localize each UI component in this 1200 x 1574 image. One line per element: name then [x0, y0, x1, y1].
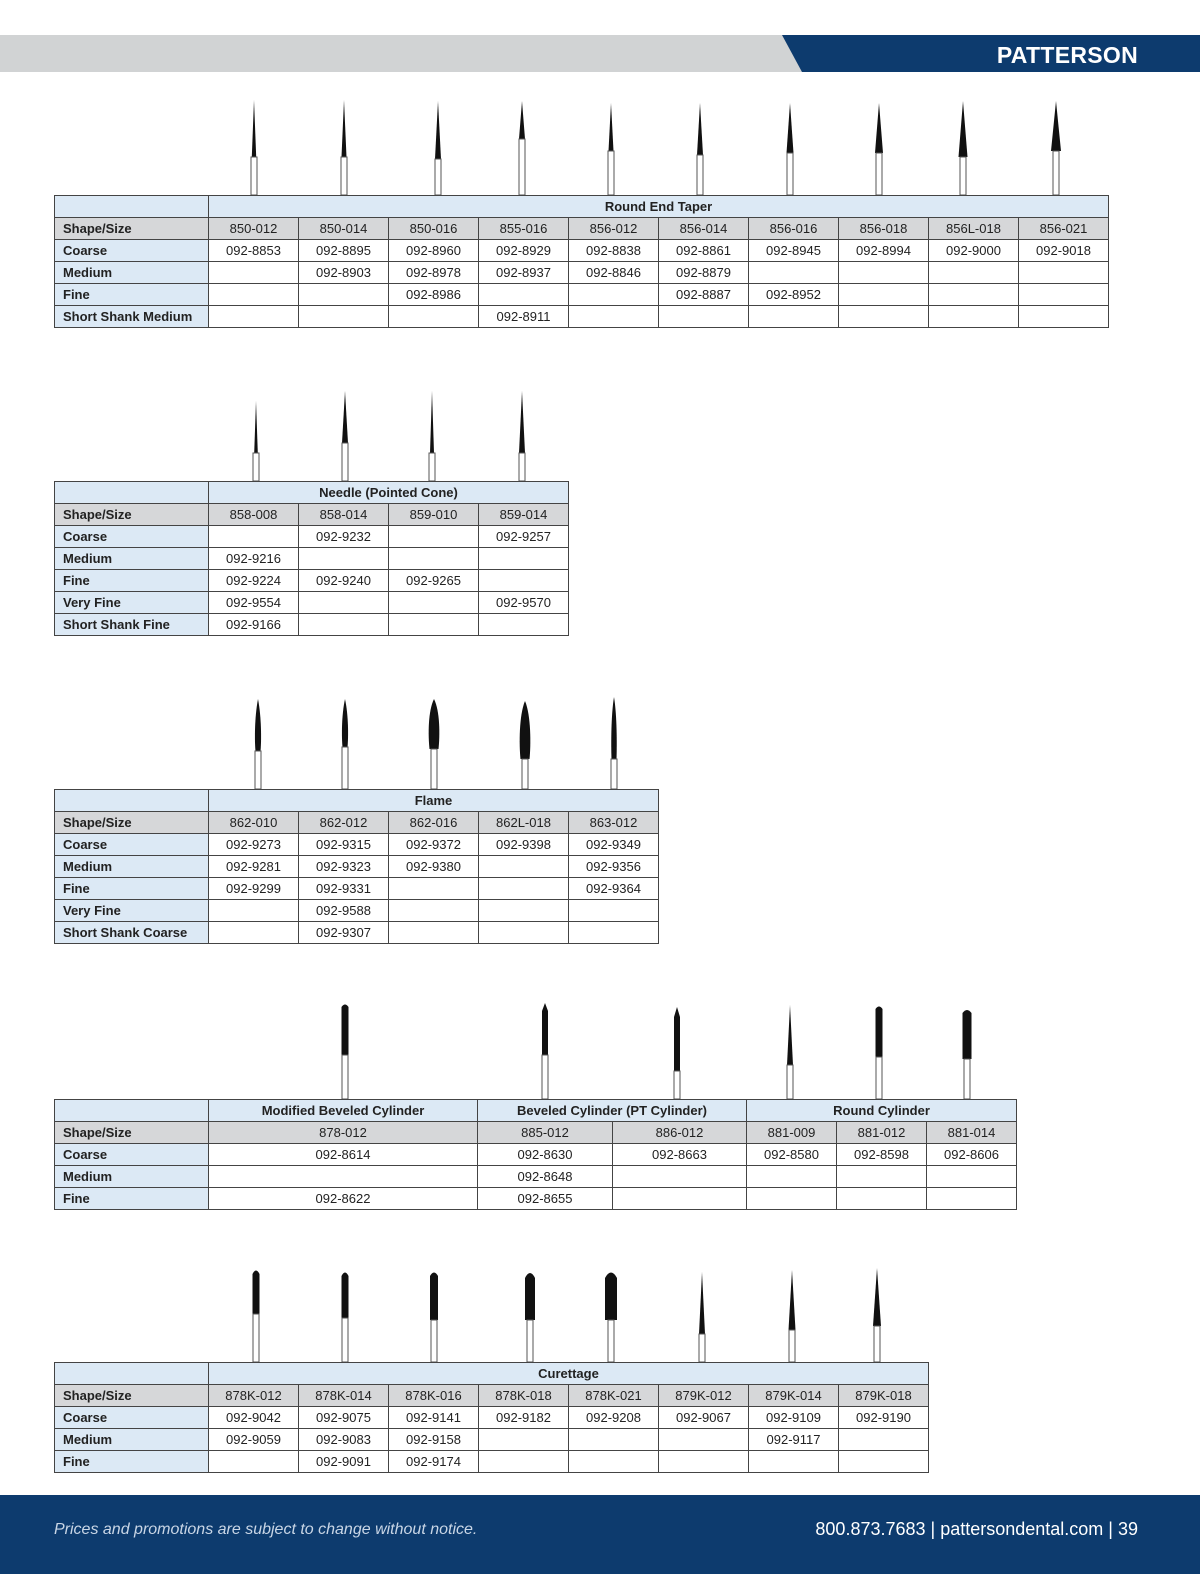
bur-illustrations [54, 999, 1017, 1099]
part-number-cell [209, 526, 299, 548]
part-number-cell: 092-9240 [299, 570, 389, 592]
part-number-cell: 092-8945 [749, 240, 839, 262]
part-number-cell [479, 570, 569, 592]
part-number-cell [389, 900, 479, 922]
part-number-cell: 092-9299 [209, 878, 299, 900]
part-number-cell: 092-9307 [299, 922, 389, 944]
part-number-cell: 092-9174 [389, 1451, 479, 1473]
part-number-cell [659, 306, 749, 328]
section-cylinders [54, 999, 1017, 1210]
size-cell: 856L-018 [929, 218, 1019, 240]
part-number-cell [209, 284, 299, 306]
size-cell: 856-014 [659, 218, 749, 240]
part-number-cell: 092-9059 [209, 1429, 299, 1451]
part-number-cell: 092-8879 [659, 262, 749, 284]
bur-icon [513, 381, 531, 481]
bur-icon [693, 1262, 711, 1362]
grit-label: Medium [55, 1166, 209, 1188]
part-number-cell [389, 614, 479, 636]
bur-icon [602, 95, 620, 195]
part-number-cell [479, 284, 569, 306]
part-number-cell: 092-9091 [299, 1451, 389, 1473]
catalog-table [54, 481, 569, 636]
part-number-cell [749, 306, 839, 328]
grit-label: Short Shank Fine [55, 614, 209, 636]
part-number-cell [1019, 262, 1109, 284]
part-number-cell [209, 900, 299, 922]
size-cell: 881-012 [837, 1122, 927, 1144]
bur-icon [336, 1262, 354, 1362]
part-number-cell: 092-9158 [389, 1429, 479, 1451]
part-number-cell [839, 1451, 929, 1473]
part-number-cell [389, 548, 479, 570]
part-number-cell [479, 614, 569, 636]
part-number-cell [927, 1166, 1017, 1188]
size-cell: 862L-018 [479, 812, 569, 834]
part-number-cell [839, 306, 929, 328]
category-header: Needle (Pointed Cone) [209, 482, 569, 504]
table-row [55, 878, 659, 900]
section-needle [54, 381, 569, 636]
part-number-cell: 092-9208 [569, 1407, 659, 1429]
part-number-cell: 092-8929 [479, 240, 569, 262]
part-number-cell [839, 284, 929, 306]
part-number-cell: 092-8978 [389, 262, 479, 284]
part-number-cell: 092-9224 [209, 570, 299, 592]
part-number-cell [389, 526, 479, 548]
corner-cell [55, 196, 209, 218]
part-number-cell: 092-9018 [1019, 240, 1109, 262]
bur-icon [247, 381, 265, 481]
size-cell: 886-012 [613, 1122, 747, 1144]
bur-icon [425, 1262, 443, 1362]
grit-label: Very Fine [55, 592, 209, 614]
part-number-cell: 092-8846 [569, 262, 659, 284]
part-number-cell: 092-9265 [389, 570, 479, 592]
size-cell: 879K-012 [659, 1385, 749, 1407]
section-curettage [54, 1262, 929, 1473]
grit-label: Fine [55, 1188, 209, 1210]
grit-label: Medium [55, 856, 209, 878]
bur-icon [870, 95, 888, 195]
part-number-cell: 092-8614 [209, 1144, 478, 1166]
part-number-cell [929, 284, 1019, 306]
table-row [55, 526, 569, 548]
bur-icon [336, 999, 354, 1099]
size-cell: 855-016 [479, 218, 569, 240]
part-number-cell [299, 614, 389, 636]
table-row [55, 1429, 929, 1451]
part-number-cell: 092-8952 [749, 284, 839, 306]
part-number-cell: 092-8937 [479, 262, 569, 284]
part-number-cell [749, 1451, 839, 1473]
part-number-cell [209, 922, 299, 944]
part-number-cell [569, 284, 659, 306]
category-header: Beveled Cylinder (PT Cylinder) [478, 1100, 747, 1122]
bur-icon [513, 95, 531, 195]
part-number-cell: 092-8663 [613, 1144, 747, 1166]
size-cell: 862-016 [389, 812, 479, 834]
bur-icon [521, 1262, 539, 1362]
size-cell: 862-012 [299, 812, 389, 834]
part-number-cell: 092-9182 [479, 1407, 569, 1429]
part-number-cell [479, 856, 569, 878]
table-row [55, 262, 1109, 284]
size-cell: 878K-016 [389, 1385, 479, 1407]
part-number-cell: 092-9331 [299, 878, 389, 900]
grit-label: Short Shank Medium [55, 306, 209, 328]
bur-icon [245, 95, 263, 195]
part-number-cell [659, 1429, 749, 1451]
part-number-cell [569, 1429, 659, 1451]
bur-icon [516, 689, 534, 789]
part-number-cell [1019, 306, 1109, 328]
part-number-cell: 092-9273 [209, 834, 299, 856]
part-number-cell [299, 548, 389, 570]
part-number-cell [837, 1188, 927, 1210]
part-number-cell: 092-8994 [839, 240, 929, 262]
brand-logo-text: PATTERSON [996, 42, 1138, 68]
bur-icon [425, 689, 443, 789]
grit-label: Coarse [55, 1144, 209, 1166]
section-flame [54, 689, 659, 944]
part-number-cell [299, 306, 389, 328]
part-number-cell: 092-8622 [209, 1188, 478, 1210]
category-header: Round Cylinder [747, 1100, 1017, 1122]
part-number-cell [389, 878, 479, 900]
part-number-cell: 092-8655 [478, 1188, 613, 1210]
part-number-cell: 092-9232 [299, 526, 389, 548]
shape-size-label: Shape/Size [55, 1122, 209, 1144]
part-number-cell [613, 1166, 747, 1188]
part-number-cell: 092-9349 [569, 834, 659, 856]
part-number-cell: 092-9216 [209, 548, 299, 570]
catalog-table [54, 1099, 1017, 1210]
part-number-cell: 092-9190 [839, 1407, 929, 1429]
bur-icon [602, 1262, 620, 1362]
grit-label: Coarse [55, 834, 209, 856]
bur-icon [247, 1262, 265, 1362]
part-number-cell [927, 1188, 1017, 1210]
bur-icon [783, 1262, 801, 1362]
part-number-cell: 092-9570 [479, 592, 569, 614]
part-number-cell [929, 262, 1019, 284]
part-number-cell: 092-9117 [749, 1429, 839, 1451]
shape-size-label: Shape/Size [55, 812, 209, 834]
part-number-cell [613, 1188, 747, 1210]
shape-size-label: Shape/Size [55, 504, 209, 526]
table-row [55, 306, 1109, 328]
part-number-cell: 092-9372 [389, 834, 479, 856]
part-number-cell [837, 1166, 927, 1188]
part-number-cell [569, 1451, 659, 1473]
bur-illustrations [54, 689, 659, 789]
grit-label: Coarse [55, 240, 209, 262]
part-number-cell [1019, 284, 1109, 306]
part-number-cell [569, 900, 659, 922]
table-row [55, 1451, 929, 1473]
bur-icon [868, 1262, 886, 1362]
table-row [55, 240, 1109, 262]
part-number-cell: 092-8606 [927, 1144, 1017, 1166]
part-number-cell [389, 592, 479, 614]
size-cell: 856-016 [749, 218, 839, 240]
corner-cell [55, 1100, 209, 1122]
shape-size-label: Shape/Size [55, 1385, 209, 1407]
grit-label: Coarse [55, 526, 209, 548]
part-number-cell [479, 900, 569, 922]
part-number-cell: 092-9315 [299, 834, 389, 856]
size-cell: 863-012 [569, 812, 659, 834]
part-number-cell [839, 1429, 929, 1451]
part-number-cell: 092-8895 [299, 240, 389, 262]
bur-icon [249, 689, 267, 789]
grit-label: Medium [55, 1429, 209, 1451]
size-cell: 859-014 [479, 504, 569, 526]
part-number-cell [479, 922, 569, 944]
grit-label: Very Fine [55, 900, 209, 922]
part-number-cell [209, 306, 299, 328]
grit-label: Medium [55, 262, 209, 284]
corner-cell [55, 482, 209, 504]
part-number-cell: 092-8887 [659, 284, 749, 306]
bur-icon [954, 95, 972, 195]
part-number-cell [749, 262, 839, 284]
table-row [55, 900, 659, 922]
part-number-cell [659, 1451, 749, 1473]
part-number-cell: 092-9141 [389, 1407, 479, 1429]
part-number-cell [479, 1429, 569, 1451]
bur-icon [336, 381, 354, 481]
part-number-cell: 092-8986 [389, 284, 479, 306]
part-number-cell: 092-9588 [299, 900, 389, 922]
size-cell: 878K-021 [569, 1385, 659, 1407]
size-cell: 856-021 [1019, 218, 1109, 240]
part-number-cell: 092-9083 [299, 1429, 389, 1451]
part-number-cell: 092-9166 [209, 614, 299, 636]
size-cell: 878-012 [209, 1122, 478, 1144]
table-row [55, 548, 569, 570]
bur-icon [781, 95, 799, 195]
table-row [55, 592, 569, 614]
size-cell: 856-012 [569, 218, 659, 240]
table-row [55, 1407, 929, 1429]
size-cell: 881-009 [747, 1122, 837, 1144]
size-cell: 862-010 [209, 812, 299, 834]
grit-label: Short Shank Coarse [55, 922, 209, 944]
size-cell: 878K-018 [479, 1385, 569, 1407]
part-number-cell: 092-8861 [659, 240, 749, 262]
part-number-cell: 092-9380 [389, 856, 479, 878]
part-number-cell: 092-8648 [478, 1166, 613, 1188]
size-cell: 856-018 [839, 218, 929, 240]
corner-cell [55, 1363, 209, 1385]
grit-label: Fine [55, 570, 209, 592]
bur-illustrations [54, 1262, 929, 1362]
part-number-cell: 092-8630 [478, 1144, 613, 1166]
part-number-cell: 092-9398 [479, 834, 569, 856]
table-row [55, 922, 659, 944]
table-row [55, 614, 569, 636]
part-number-cell: 092-8598 [837, 1144, 927, 1166]
table-row [55, 284, 1109, 306]
bur-icon [958, 999, 976, 1099]
table-row [55, 856, 659, 878]
grit-label: Fine [55, 878, 209, 900]
part-number-cell: 092-8960 [389, 240, 479, 262]
bur-icon [1047, 95, 1065, 195]
table-row [55, 1166, 1017, 1188]
catalog-table [54, 789, 659, 944]
bur-icon [335, 95, 353, 195]
category-header: Curettage [209, 1363, 929, 1385]
part-number-cell [839, 262, 929, 284]
part-number-cell: 092-9323 [299, 856, 389, 878]
bur-icon [605, 689, 623, 789]
part-number-cell [479, 878, 569, 900]
table-row [55, 570, 569, 592]
bur-icon [423, 381, 441, 481]
part-number-cell [569, 922, 659, 944]
part-number-cell: 092-8903 [299, 262, 389, 284]
bur-illustrations [54, 95, 1109, 195]
part-number-cell [299, 284, 389, 306]
part-number-cell [209, 1166, 478, 1188]
size-cell: 879K-014 [749, 1385, 839, 1407]
part-number-cell: 092-9356 [569, 856, 659, 878]
part-number-cell: 092-8580 [747, 1144, 837, 1166]
part-number-cell: 092-9075 [299, 1407, 389, 1429]
bur-icon [336, 689, 354, 789]
part-number-cell [747, 1166, 837, 1188]
size-cell: 885-012 [478, 1122, 613, 1144]
table-row [55, 834, 659, 856]
part-number-cell: 092-9257 [479, 526, 569, 548]
part-number-cell: 092-8911 [479, 306, 569, 328]
size-cell: 850-016 [389, 218, 479, 240]
size-cell: 850-012 [209, 218, 299, 240]
table-row [55, 1188, 1017, 1210]
category-header: Modified Beveled Cylinder [209, 1100, 478, 1122]
bur-icon [429, 95, 447, 195]
size-cell: 879K-018 [839, 1385, 929, 1407]
part-number-cell: 092-9554 [209, 592, 299, 614]
size-cell: 878K-014 [299, 1385, 389, 1407]
part-number-cell [929, 306, 1019, 328]
part-number-cell [389, 306, 479, 328]
bur-illustrations [54, 381, 569, 481]
bur-icon [536, 999, 554, 1099]
size-cell: 858-008 [209, 504, 299, 526]
part-number-cell: 092-9281 [209, 856, 299, 878]
part-number-cell [479, 548, 569, 570]
bur-icon [668, 999, 686, 1099]
catalog-table [54, 1362, 929, 1473]
bur-icon [691, 95, 709, 195]
part-number-cell [747, 1188, 837, 1210]
part-number-cell: 092-9042 [209, 1407, 299, 1429]
part-number-cell [389, 922, 479, 944]
part-number-cell [209, 262, 299, 284]
corner-cell [55, 790, 209, 812]
footer-contact: 800.873.7683 | pattersondental.com | 39 [815, 1519, 1138, 1539]
size-cell: 881-014 [927, 1122, 1017, 1144]
part-number-cell: 092-9000 [929, 240, 1019, 262]
part-number-cell: 092-8853 [209, 240, 299, 262]
table-row [55, 1144, 1017, 1166]
category-header: Flame [209, 790, 659, 812]
grit-label: Medium [55, 548, 209, 570]
bur-icon [870, 999, 888, 1099]
size-cell: 850-014 [299, 218, 389, 240]
shape-size-label: Shape/Size [55, 218, 209, 240]
grit-label: Coarse [55, 1407, 209, 1429]
bur-icon [781, 999, 799, 1099]
size-cell: 859-010 [389, 504, 479, 526]
part-number-cell [479, 1451, 569, 1473]
part-number-cell: 092-9067 [659, 1407, 749, 1429]
part-number-cell [299, 592, 389, 614]
part-number-cell [209, 1451, 299, 1473]
catalog-table [54, 195, 1109, 328]
size-cell: 858-014 [299, 504, 389, 526]
part-number-cell: 092-9109 [749, 1407, 839, 1429]
size-cell: 878K-012 [209, 1385, 299, 1407]
grit-label: Fine [55, 284, 209, 306]
category-header: Round End Taper [209, 196, 1109, 218]
grit-label: Fine [55, 1451, 209, 1473]
part-number-cell [569, 306, 659, 328]
part-number-cell: 092-8838 [569, 240, 659, 262]
section-round-end-taper [54, 95, 1109, 328]
footer-disclaimer: Prices and promotions are subject to change without notice. [54, 1521, 478, 1538]
part-number-cell: 092-9364 [569, 878, 659, 900]
